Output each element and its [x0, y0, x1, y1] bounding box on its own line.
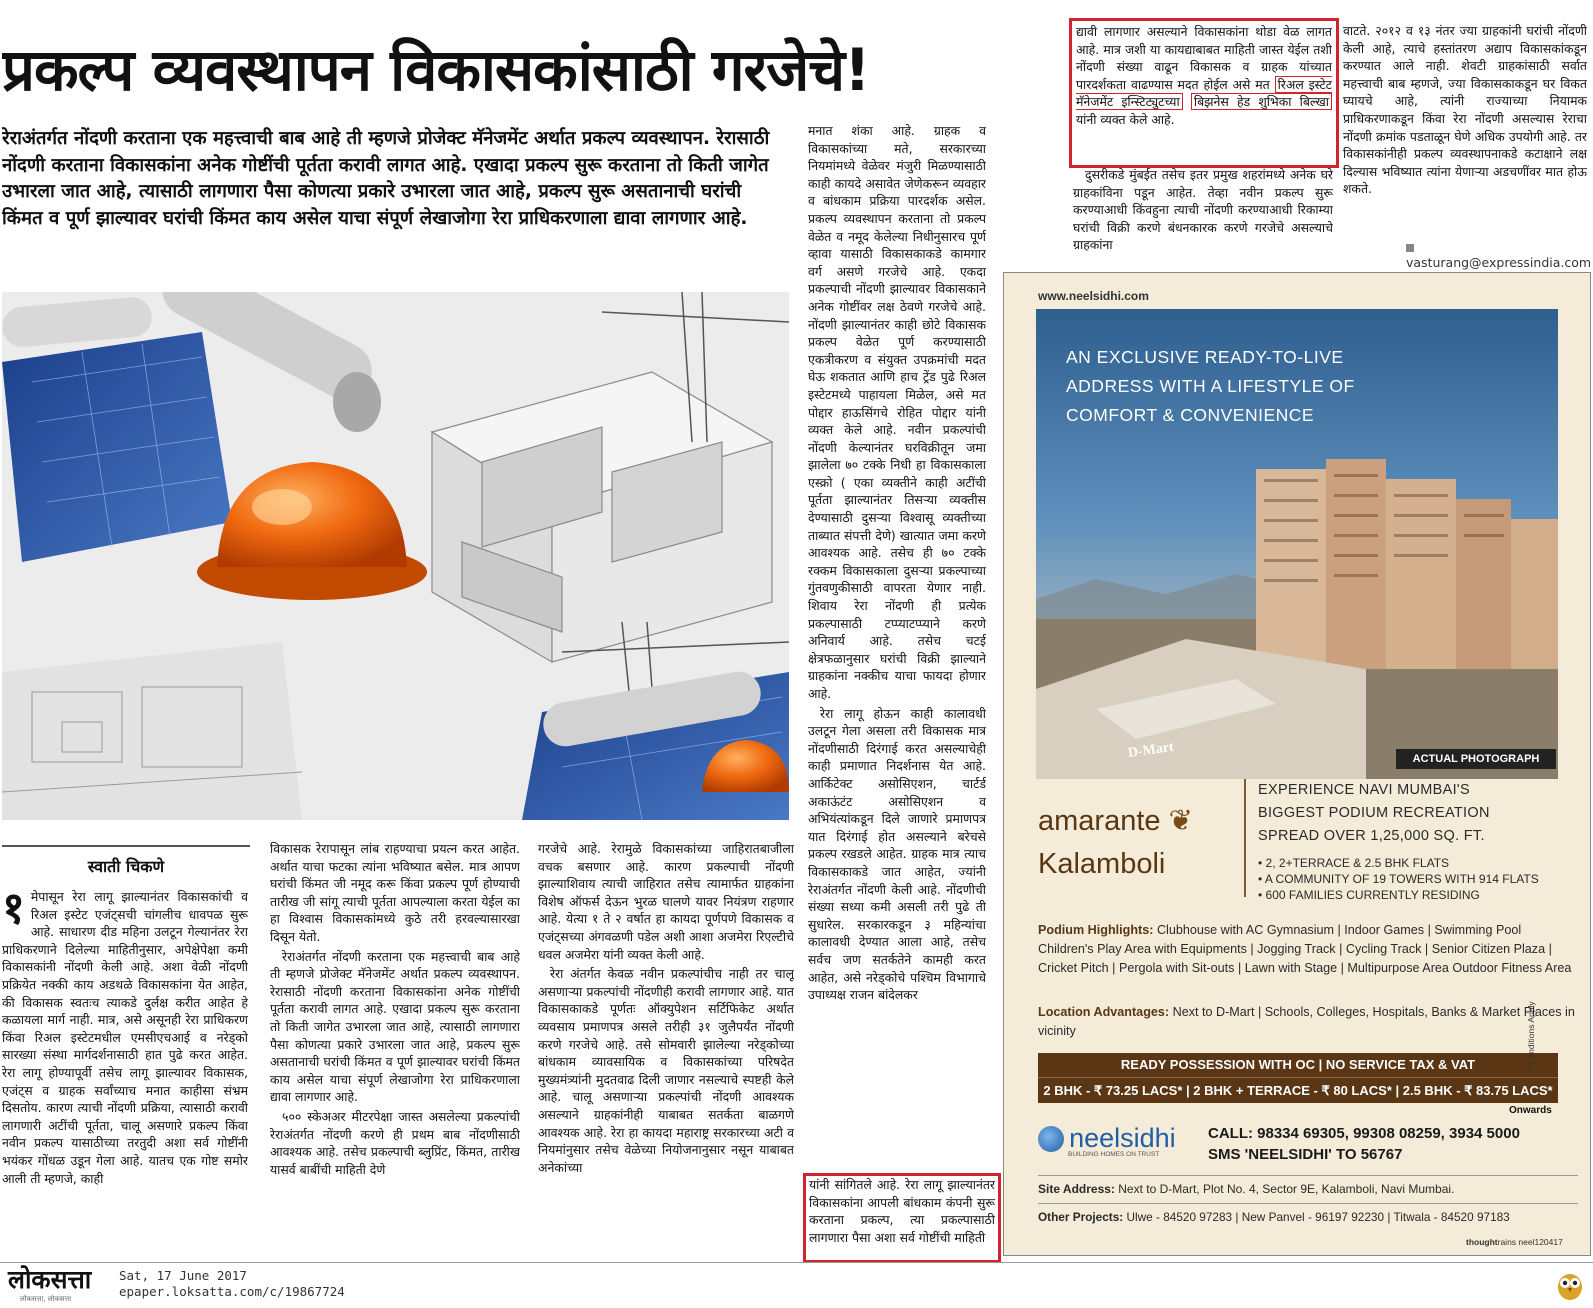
call-numbers[interactable]: CALL: 98334 69305, 99308 08259, 3934 5000 [1208, 1125, 1520, 1142]
ad-headline-line-3: COMFORT & CONVENIENCE [1066, 405, 1315, 425]
site-text: Next to D-Mart, Plot No. 4, Sector 9E, Kalamboli, Navi Mumbai. [1118, 1182, 1455, 1196]
leaf-icon: ❦ [1168, 805, 1193, 837]
agency-credit [1466, 1237, 1563, 1247]
loksatta-logo[interactable]: लोकसत्ता [8, 1265, 92, 1294]
price-text: 2 BHK - ₹ 73.25 LACS* | 2 BHK + TERRACE - ₹ 80 LACS* | 2.5 BHK - ₹ 83.75 LACS* [1043, 1083, 1553, 1098]
experience-line-3: SPREAD OVER 1,25,000 SQ. FT. [1258, 828, 1485, 844]
column-2-para-2: रेराअंतर्गत नोंदणी करताना एक महत्त्वाची बाब आहे ती म्हणजे प्रोजेक्ट मॅनेजमेंट अर्थात प्रकल्प व्यवस्थापन. रेरासाठी नोंदणी करताना विकासकांना अनेक गोष्टींची पूर्तता करावी लागत आहे. एखादा प्रकल्प सुरू करताना तो किती जागेत उभारला जात आहे, त्यासाठी लागणारा पैसा कोणत्या प्रकारे उभारला जात आहे, प्रकल्प सुरू असतानाची घरांची किंमत व पूर्ण झाल्यावर घरांची किंमत काय असेल याचा संपूर्ण लेखाजोगा रेरा प्राधिकरणाला द्यावा लागणार आहे. [270, 948, 520, 1105]
onwards-note: Onwards [1509, 1105, 1552, 1116]
brand-divider [1244, 779, 1246, 897]
price-band [1038, 1053, 1558, 1103]
loksatta-logo-subtitle: लोकसत्ता, लोकसत्ता [20, 1295, 72, 1303]
square-bullet-icon [1406, 244, 1414, 252]
feature-bullet-2: • A COMMUNITY OF 19 TOWERS WITH 914 FLATS [1258, 872, 1539, 886]
footer-date: Sat, 17 June 2017 [119, 1268, 247, 1283]
experience-line-1: EXPERIENCE NAVI MUMBAI'S [1258, 782, 1470, 798]
column-2-para-3: ५०० स्केअअर मीटरपेक्षा जास्त असलेल्या प्रकल्पांची रेराअंतर्गत नोंदणी करणे ही प्रथम बाब नोंदणीसाठी आवश्यक आहे. तसेच प्रकल्पाची ब्लुप्रिंट, किंमत, तारीख यासर्व बाबींची माहिती देणे [270, 1108, 520, 1177]
column-3-para-2: रेरा अंतर्गत केवळ नवीन प्रकल्पांचीच नाही तर चालू असणाऱ्या प्रकल्पांची नोंदणीही करावी लागणार आहे. यात विकासकाकडे पूर्णतः ऑक्युपेशन सर्टिफिकेट अर्थात व्यवसाय प्रमाणपत्र असले तरीही ३१ जुलैपर्यंत नोंदणी करणे गरजेचे आहे. तसे सोमवारी झालेल्या नरेड्कोच्या बांधकाम व्यावसायिक व विकासकांच्या परिषदेत मुख्यमंत्र्यांनी मुदतवाढ दिली जाणार नसल्याचे स्पष्टही केले आहे. चालू असणाऱ्या प्रकल्पांची नोंदणी आवश्यक असल्याने ग्राहकांनीही याबाबत सतर्कता बाळगणे आवश्यक आहे. रेरा हा कायदा महाराष्ट्र सरकारच्या अटी व नियमांनुसार तसेच वेळेच्या नियोजनानुसार नसून याबाबत अनेकांच्या [538, 966, 794, 1175]
column-2-para-1: विकासक रेरापासून लांब राहण्याचा प्रयत्न करत आहेत. अर्थात याचा फटका त्यांना भविष्यात बसेल. मात्र आपण घरांची किंमत जी नमूद करू किंवा प्रकल्प पूर्ण होण्याची तारीख जी सांगू त्याची पूर्तता आपल्याला करता येईल का हा विश्वास विकासकांमध्ये कुठे तरी हरवल्यासारखा दिसून येतो. [270, 841, 520, 944]
possession-text: READY POSSESSION WITH OC | NO SERVICE TAX & VAT [1038, 1053, 1558, 1078]
neelsidhi-logo [1038, 1123, 1198, 1163]
owl-icon[interactable] [1555, 1269, 1585, 1301]
quote-text-post: यांनी व्यक्त केले आहे. [1076, 111, 1175, 127]
feature-bullets [1258, 855, 1539, 903]
column-4-para-1: मनात शंका आहे. ग्राहक व विकासकांच्या मते, सरकारच्या नियमांमध्ये वेळेवर मंजुरी मिळण्यासाठी काही कायदे असावेत जेणेकरून व्यवहार व बांधकाम प्रक्रिया पारदर्शक असेल. प्रकल्प व्यवस्थापन करताना तो प्रकल्प वेळेत व नमूद केलेल्या निधीनुसारच पूर्ण व्हावा यासाठी विकासकाकडे कामगार वर्ग असणे गरजेचे आहे. एकदा प्रकल्पाची नोंदणी झाल्यावर विकासकाने अनेक गोष्टींवर लक्ष ठेवणे गरजेचे आहे. नोंदणी झाल्यानंतर काही छोटे विकासक प्रकल्प वेळेत पूर्ण करण्यासाठी एकत्रीकरण व संयुक्त उपक्रमांची मदत घेऊ शकतात आणि हाच ट्रेंड पुढे रिअल इस्टेटमध्ये पाहायला मिळेल, असे मत पोद्दार हाऊसिंगचे रोहित पोद्दार यांनी व्यक्त केले आहे. नवीन प्रकल्पांची नोंदणी केल्यानंतर घरविक्रीतून जमा झालेला ७० टक्के निधी हा विकासकाला एस्क्रो ( एका व्यक्तीने काही अटींची पूर्तता झाल्यानंतर तिसऱ्या व्यक्तीस देण्यासाठी दुसऱ्या विश्वासू व्यक्तीच्या ताब्यात संपत्ती देणे) खात्यात जमा करणे आवश्यक आहे. तसेच ही ७० टक्के रक्कम विकासकाला दुसऱ्या प्रकल्पाच्या गुंतवणुकीसाठी वापरता येणार नाही. शिवाय रेरा नोंदणी ही प्रत्येक प्रकल्पासाठी टप्प्याटप्प्याने करणे अनिवार्य आहे. तसेच चटई क्षेत्रफळानुसार घरांची विक्री झाल्याने ग्राहकांना नक्कीच याचा फायदा होणार आहे. [808, 123, 986, 701]
neelsidhi-wordmark: neelsidhi [1069, 1123, 1176, 1153]
agency-credit-bold: thought [1466, 1237, 1498, 1247]
brand-location: Kalamboli [1038, 848, 1166, 880]
ad-photograph [1036, 309, 1558, 779]
article-column-5 [1073, 166, 1333, 258]
location-advantages [1038, 1003, 1578, 1041]
other-text: Ulwe - 84520 97283 | New Panvel - 96197 92230 | Titwala - 84520 97183 [1126, 1210, 1510, 1224]
author-email[interactable]: vasturang@expressindia.com [1406, 255, 1592, 270]
ad-headline [1066, 343, 1526, 430]
feature-bullet-3: • 600 FAMILIES CURRENTLY RESIDING [1258, 888, 1480, 902]
globe-icon [1038, 1126, 1064, 1152]
column-5-para-2: दुसरीकडे मुंबईत तसेच इतर प्रमुख शहरांमध्ये अनेक घरे ग्राहकांविना पडून आहेत. तेव्हा नवीन प्रकल्प सुरू करण्याआधी किंवहुना त्याची नोंदणी करण्याआधी रिकाम्या घरांची विक्री करणे बंधनकारक करणे गरजेचे असल्याचे ग्राहकांना [1073, 167, 1333, 253]
podium-highlights [1038, 921, 1578, 978]
real-estate-advertisement[interactable] [1003, 272, 1591, 1256]
article-intro: रेराअंतर्गत नोंदणी करताना एक महत्त्वाची बाब आहे ती म्हणजे प्रोजेक्ट मॅनेजमेंट अर्थात प्रकल्प व्यवस्थापन. रेरासाठी नोंदणी करताना विकासकांना अनेक गोष्टींची पूर्तता करावी लागत आहे. एखादा प्रकल्प सुरू करताना तो किती जागेत उभारला जात आहे, त्यासाठी लागणारा पैसा कोणत्या प्रकारे उभारला जात आहे, प्रकल्प सुरू असतानाची घरांची किंमत व पूर्ण झाल्यावर घरांची किंमत काय असेल याचा संपूर्ण लेखाजोगा रेरा प्राधिकरणाला द्यावा लागणार आहे. [2, 128, 770, 229]
feature-bullet-1: • 2, 2+TERRACE & 2.5 BHK FLATS [1258, 856, 1450, 870]
sms-number[interactable]: SMS 'NEELSIDHI' TO 56767 [1208, 1146, 1403, 1163]
site-label: Site Address: [1038, 1182, 1115, 1196]
article-photo [2, 292, 789, 820]
article-column-2 [270, 840, 520, 1260]
podium-text: Clubhouse with AC Gymnasium | Indoor Games | Swimming Pool Children's Play Area with Equipments | Jogging Track | Cycling Track | Senior Citizen Plaza | Cricket Pitch | Pergola with Sit-outs | Lawn with Stage | Multipurpose Area Outdoor Fitness Area [1038, 923, 1572, 975]
highlighted-passage-text: यांनी सांगितले आहे. रेरा लागू झाल्यानंतर विकासकांना आपली बांधकाम कंपनी सुरू करताना प्रकल्प, त्या प्रकल्पासाठी लागणारा पैसा अशा सर्व गोष्टींची माहिती [809, 1177, 995, 1245]
location-label: Location Advantages: [1038, 1005, 1170, 1019]
actual-photograph-label: ACTUAL PHOTOGRAPH [1396, 749, 1556, 769]
agency-credit-rest: rains neel120417 [1497, 1237, 1563, 1247]
location-text: Next to D-Mart | Schools, Colleges, Hospitals, Banks & Market Places in vicinity [1038, 1005, 1575, 1038]
contact-block [1208, 1123, 1520, 1165]
ad-headline-line-1: AN EXCLUSIVE READY-TO-LIVE [1066, 347, 1344, 367]
conditions-note: *Conditions Apply [1526, 1001, 1536, 1068]
experience-line-2: BIGGEST PODIUM RECREATION [1258, 805, 1490, 821]
brand-text: amarante [1038, 805, 1161, 837]
article-byline: स्वाती चिकणे [2, 845, 250, 877]
owl-icon-graphic [1555, 1269, 1585, 1301]
highlighted-passage-box [803, 1173, 1001, 1263]
construction-illustration [2, 292, 789, 820]
article-column-6 [1343, 22, 1587, 242]
column-4-para-2: रेरा लागू होऊन काही कालावधी उलटून गेला असला तरी विकासक मात्र नोंदणीसाठी दिरंगाई करत असल्याचेही काही प्रमाणात निदर्शनास येत आहे. आर्किटेक्ट असोसिएशन, चार्टर्ड अकाऊंटंट असोसिएशन व अभियंत्यांकडून दिले जाणारे प्रमाणपत्र यात दिरंगाई होत असल्याने बरेचसे प्रकल्प रखडले आहेत. ग्राहक मात्र त्याच विकासकाकडे जात आहेत, ज्यांनी रेराअंतर्गत नोंदणी केली आहे. नोंदणीची संख्या सध्या कमी असली तरी पुढे ती सुधारेल. सरकारकडून ३ महिन्यांचा कालावधी देण्यात आला आहे, तसेच सर्वच जण सतर्कतेने कामही करत आहेत, असे नरेड्कोचे पश्चिम विभागाचे उपाध्यक्ष राजन बांदेलकर [808, 705, 986, 1003]
author-email-line [1406, 240, 1593, 270]
epaper-footer [0, 1262, 1593, 1308]
ad-headline-line-2: ADDRESS WITH A LIFESTYLE OF [1066, 376, 1355, 396]
highlighted-quote-box [1069, 18, 1339, 168]
column-3-para-1: गरजेचे आहे. रेरामुळे विकासकांच्या जाहिरातबाजीला वचक बसणार आहे. कारण प्रकल्पाची नोंदणी झाल्याशिवाय त्याची जाहिरात तसेच त्यामार्फत ग्राहकांना विशेष ऑफर्स देऊन भुरळ घालणे यावर नियंत्रण राहणार आहे. येत्या १ ते २ वर्षात हा कायदा पूर्णपणे विकासक व एजंट्सच्या अंगवळणी पडेल अशी आशा अजमेरा रिएल्टीचे धवल अजमेरा यांनी व्यक्त केली आहे. [538, 841, 794, 962]
brand-name [1038, 803, 1193, 838]
neelsidhi-tagline: BUILDING HOMES ON TRUST [1068, 1151, 1160, 1158]
drop-cap: १ [2, 888, 25, 934]
other-label: Other Projects: [1038, 1210, 1124, 1224]
quote-text-pre: द्यावी लागणार असल्याने विकासकांना थोडा वेळ लागत आहे. मात्र जशी या कायद्याबाबत माहिती जास्त येईल तशी नोंदणी संख्या वाढून विकासक व ग्राहक यांच्यात पारदर्शकता वाढण्यास मदत होईल असे मत [1076, 24, 1332, 92]
column-6-text: वाटते. २०१२ व १३ नंतर ज्या ग्राहकांनी घरांची नोंदणी केली आहे, त्याचे हस्तांतरण अद्याप विकासकांकडून करण्यात आले नाही. शेवटी ग्राहकांसाठी सर्वात महत्त्वाची बाब म्हणजे, ज्या विकासकाकडून घर विकत घ्यायचे आहे, त्यांनी राज्याच्या नियामक प्राधिकरणाकडून किंवा रेरा नोंदणी असल्यास रेराचा नोंदणी क्रमांक पडताळून घेणे अधिक उपयोगी आहे. तर विकासकांनीही प्रकल्प व्यवस्थापनाकडे कटाक्षाने लक्ष दिल्यास भविष्यात त्यांना येणाऱ्या अडचणींवर मात होऊ शकते. [1343, 23, 1587, 197]
other-projects [1038, 1203, 1578, 1226]
article-column-1 [2, 888, 248, 1260]
article-headline: प्रकल्प व्यवस्थापन विकासकांसाठी गरजेचे! [2, 36, 870, 104]
podium-label: Podium Highlights: [1038, 923, 1154, 937]
experience-block [1258, 779, 1490, 848]
ad-website[interactable]: www.neelsidhi.com [1038, 289, 1149, 303]
dmart-sign: D-Mart [1127, 739, 1175, 762]
article-column-4 [808, 122, 986, 1172]
quote-organisation: रिअल इस्टेट मॅनेजमेंट इन्स्टिट्युटच्या [1076, 76, 1332, 110]
column-1-text: मेपासून रेरा लागू झाल्यानंतर विकासकांची व रिअल इस्टेट एजंट्सची चांगलीच धावपळ सुरू आहे. साधारण दीड महिना उलटून गेल्यानंतर रेरा प्राधिकरणाने दिलेल्या माहितीनुसार, अपेक्षेपेक्षा कमी विकासकांनी नोंदणी केली आहे. अशा वेळी नोंदणी प्रक्रियेत नक्की काय अडथळे विकासकांना येत आहेत, की विकासक स्वतःच त्याकडे दुर्लक्ष करीत आहेत हे कळायला मार्ग नाही. मात्र, असे असूनही रेरा प्राधिकरण किंवा रिअल इस्टेटमधील एमसीएचआई व नरेड्को सारख्या संस्था मार्गदर्शनासाठी हात पुढे करत आहेत. रेरा लागू होण्यापूर्वी तसेच लागू झाल्यावर विकासक, एजंट्स व ग्राहक सर्वांच्याच मनात काहीसा संभ्रम दिसतोय. कारण त्याची नोंदणी प्रक्रिया, त्यासाठी करावी लागणारी अटींची पूर्तता, चालू असणारे प्रकल्प किंवा नवीन प्रकल्प यासाठीच्या तरतुदी अशा सर्व गोष्टींनी भयंकर गोंधळ उडून गेला आहे. यातच एक गोष्ट समोर आली ती म्हणजे, काही [2, 889, 248, 1186]
quote-person: बिझनेस हेड शुभिका बिल्खा [1191, 93, 1332, 110]
article-column-3 [538, 840, 794, 1260]
footer-url[interactable]: epaper.loksatta.com/c/19867724 [119, 1284, 345, 1299]
site-address [1038, 1175, 1578, 1198]
